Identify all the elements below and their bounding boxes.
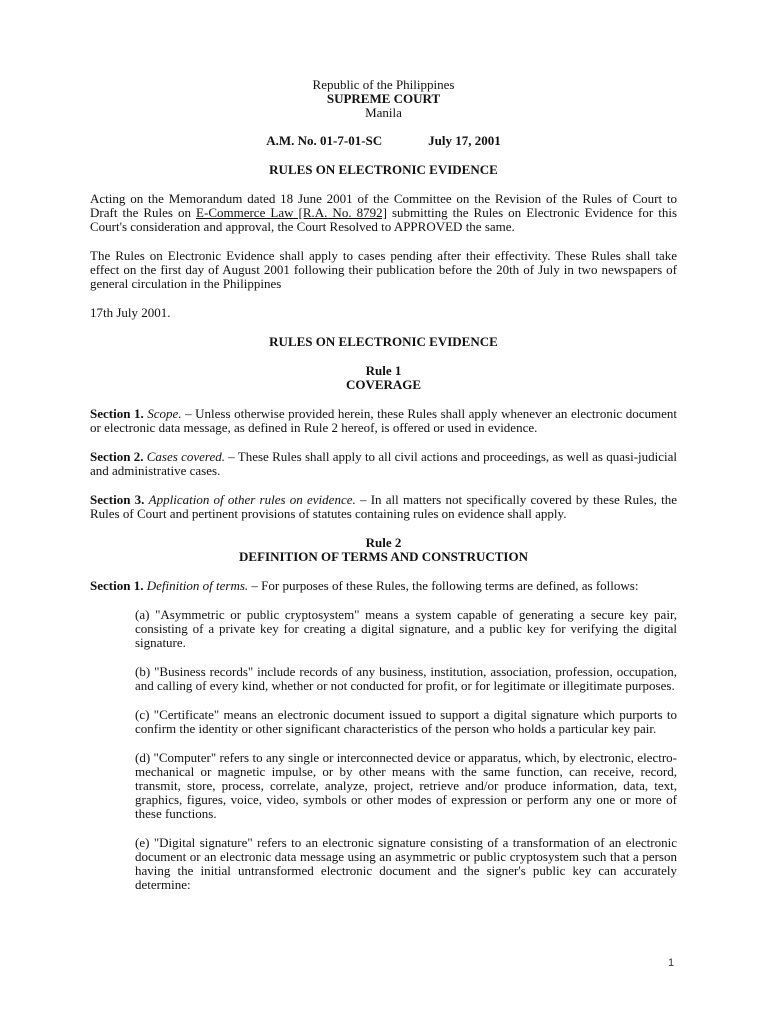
intro-text: submitting the Rules on Electronic Evidence for this Court's consideration and approval, the Court Resolved to APPROVED the same. [90,205,678,234]
section-text: – Unless otherwise provided herein, these Rules shall apply whenever an electronic document or electronic data message, as defined in Rule 2 hereof, is offered or used in evidence. [90,406,677,435]
section-title: Cases covered. [146,449,225,464]
section-title: Application of other rules on evidence. [148,492,356,507]
definition-e: (e) "Digital signature" refers to an electronic signature consisting of a transformation of an electronic document or an electronic data message using an asymmetric or public cryptosystem such that a person having the initial untransformed electronic document and the signer's public key can accurately determine: [135,835,677,892]
document-page [90,78,677,892]
rule-2-section-1 [90,579,677,593]
section-label: Section 2. [90,449,144,464]
signing-date: 17th July 2001. [90,305,171,320]
rules-title: RULES ON ELECTRONIC EVIDENCE [269,334,498,349]
section-label: Section 1. [90,406,144,421]
am-number: A.M. No. 01-7-01-SC [266,133,383,148]
rule-1-subheading: COVERAGE [345,377,422,392]
rule-1-section-3 [90,493,677,521]
city-line: Manila [365,105,402,120]
section-label: Section 1. [90,578,144,593]
rule-2-heading: Rule 2 [365,535,402,550]
section-text: – For purposes of these Rules, the following terms are defined, as follows: [248,578,639,593]
page-title: RULES ON ELECTRONIC EVIDENCE [269,162,498,177]
section-title: Definition of terms. [146,578,249,593]
definition-c: (c) "Certificate" means an electronic document issued to support a digital signature which purports to confirm the identity or other significant characteristics of the person who holds a particular key pair. [135,707,677,736]
court-name: SUPREME COURT [326,91,441,106]
intro-paragraph-2: The Rules on Electronic Evidence shall apply to cases pending after their effectivity. These Rules shall take effect on the first day of August 2001 following their publication before the 20th of July in two newspapers of general circulation in the Philippines [90,248,677,291]
definition-d: (d) "Computer" refers to any single or interconnected device or apparatus, which, by electronic, electro-mechanical or magnetic impulse, or by other means with the same function, can receive, record, transmit, store, process, correlate, analyze, project, retrieve and/or produce information, data, text, graphics, figures, voice, video, symbols or other modes of expression or perform any one or more of these functions. [135,750,677,821]
document-header [90,78,677,120]
am-number-line [90,134,677,148]
intro-paragraph-1 [90,192,677,234]
rule-2-subheading: DEFINITION OF TERMS AND CONSTRUCTION [239,549,528,564]
ecommerce-law-link[interactable]: E-Commerce Law [R.A. No. 8792] [196,205,387,220]
resolution-date: July 17, 2001 [428,133,501,148]
section-title: Scope. [147,406,182,421]
definition-b: (b) "Business records" include records of any business, institution, association, profession, occupation, and calling of every kind, whether or not conducted for profit, or for legitimate or illegitimate purposes. [135,664,677,693]
definition-a: (a) "Asymmetric or public cryptosystem" means a system capable of generating a secure key pair, consisting of a private key for creating a digital signature, and a public key for verifying the digital signature. [135,607,677,650]
page-number: 1 [668,957,675,969]
rule-1-section-2 [90,450,677,478]
rule-1-section-1 [90,407,677,435]
section-label: Section 3. [90,492,145,507]
intro-text: Acting on the Memorandum dated 18 June 2001 of the Committee on the Revision of the Rules of Court to Draft the Rules on [90,191,677,220]
rule-1-heading: Rule 1 [365,363,402,378]
section-text: – These Rules shall apply to all civil actions and proceedings, as well as quasi-judicial and administrative cases. [90,449,678,478]
republic-line: Republic of the Philippines [312,77,455,92]
section-text: – In all matters not specifically covered by these Rules, the Rules of Court and pertinent provisions of statutes containing rules on evidence shall apply. [90,492,677,521]
